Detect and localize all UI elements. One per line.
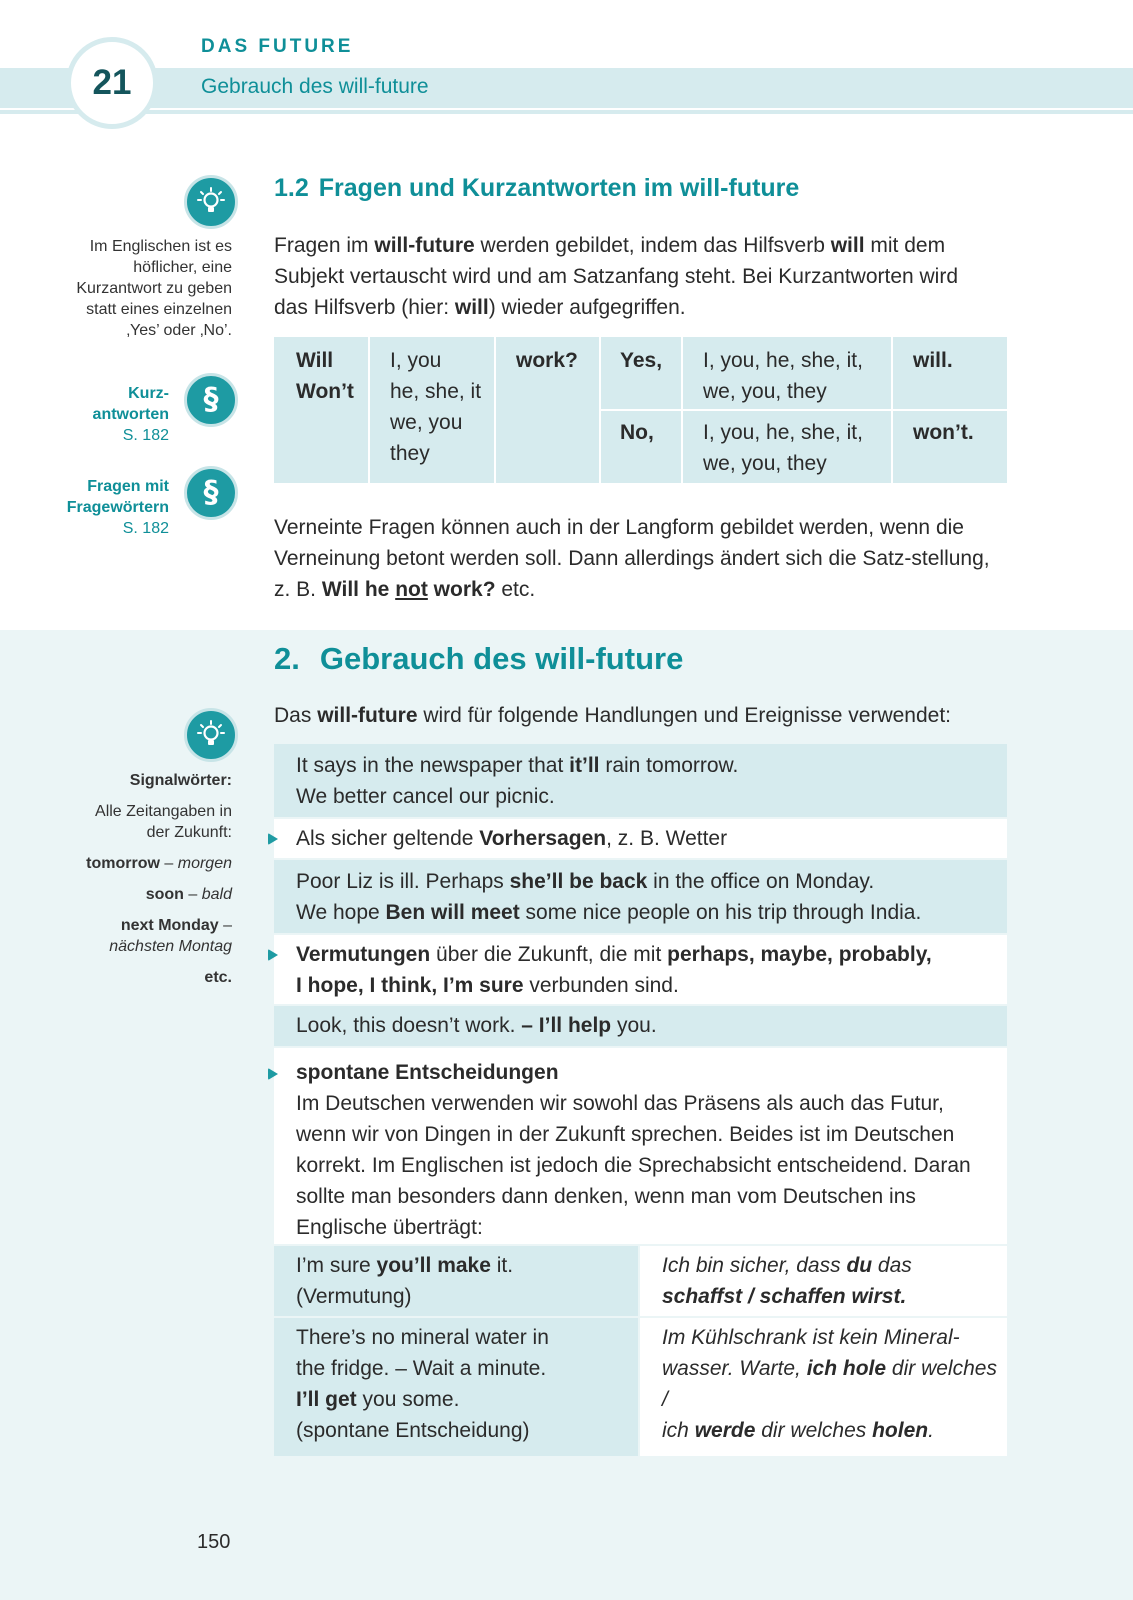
signal-word-de: morgen (177, 855, 232, 872)
usage-predictions (274, 819, 1007, 858)
term: Vorhersagen (479, 827, 607, 850)
usage-explanation: Im Deutschen verwenden wir sowohl das Präsens als auch das Futur, wenn wir von Dingen in der Zukunft sprechen. Beides ist im Deutschen korrekt. Im Englischen ist jedoch die Sprechabsicht entscheidend. Daran sollte man besonders dann denken, wenn man vom Deutschen ins Englische überträgt: (296, 1092, 971, 1239)
lightbulb-icon (184, 708, 238, 762)
term: it’ll (569, 754, 600, 777)
text: There’s no mineral water in (296, 1326, 549, 1349)
text: I’m sure (296, 1254, 377, 1277)
yes-subjects (703, 345, 863, 407)
text: (spontane Entscheidung) (296, 1419, 530, 1442)
link-wh-questions-page: S. 182 (122, 520, 169, 537)
usage-spontaneous (274, 1048, 1007, 1244)
link-wh-questions-line1: Fragen mit (87, 478, 169, 495)
text: über die Zukunft, die mit (430, 943, 668, 966)
section-heading-1-2 (274, 174, 799, 203)
tip-note-short-answers: Im Englischen ist es höflicher, eine Kurzantwort zu geben statt eines einzelnen ‚Yes’ oder ‚No’. (76, 238, 232, 339)
header-line (0, 110, 1133, 114)
text: Verneinte Fragen können auch in der Langform gebildet werden, wenn die Verneinung betont werden soll. Dann allerdings ändert sich die Satz-stellung, z. B. (274, 516, 990, 601)
term: Ben will meet (385, 901, 520, 924)
term: will (830, 234, 865, 257)
text: ich (662, 1419, 695, 1442)
text: ) wieder aufgegriffen. (488, 296, 686, 319)
text: in the office on Monday. (647, 870, 875, 893)
text: wird für folgende Handlungen und Ereignisse verwendet: (417, 704, 952, 727)
text: dir welches / (662, 1357, 997, 1411)
divider (599, 409, 1007, 411)
link-short-answers-line1: Kurz- (128, 385, 169, 402)
question-answer-table (274, 337, 1007, 483)
text: some nice people on his trip through India. (519, 901, 922, 924)
divider (368, 337, 370, 483)
section-1-2-intro (274, 230, 994, 323)
header-band (0, 68, 1133, 108)
term: will (454, 296, 489, 319)
text: etc. (495, 578, 536, 601)
text: dir welches (755, 1419, 873, 1442)
chapter-number-badge (66, 37, 158, 129)
paragraph-icon[interactable]: § (184, 373, 238, 427)
text: werden gebildet, indem das Hilfsverb (474, 234, 831, 257)
usage-text (296, 823, 727, 854)
usage-text (296, 1057, 986, 1243)
link-short-answers-line2: antworten (92, 406, 169, 423)
signal-word-de: bald (201, 886, 232, 903)
lightbulb-icon (184, 175, 238, 229)
text: We better cancel our picnic. (296, 785, 555, 808)
no-subjects (703, 417, 863, 479)
negative-questions-paragraph (274, 512, 994, 605)
subject: I, you (390, 349, 442, 372)
text: Als sicher geltende (296, 827, 480, 850)
aux-will: Will (296, 349, 334, 372)
term: work? (427, 578, 496, 601)
example-assumptions (274, 860, 1007, 933)
text: das (872, 1254, 912, 1277)
text: the fridge. – Wait a minute. (296, 1357, 547, 1380)
subject: they (390, 442, 430, 465)
comparison-text (296, 1250, 513, 1312)
usage-assumptions (274, 935, 1007, 1004)
comparison-de-1 (640, 1246, 1007, 1316)
no-cell: No, (620, 421, 654, 444)
verb-cell: work? (516, 349, 578, 372)
aux-wont: Won’t (296, 380, 354, 403)
divider (494, 337, 496, 483)
text: We hope (296, 901, 386, 924)
subject-column (390, 345, 481, 469)
subject: I, you, he, she, it, (703, 349, 863, 372)
example-predictions (274, 744, 1007, 817)
text: mit dem Subjekt vertauscht wird und am Satzanfang steht. Bei Kurzantworten wird das Hilfsverb (hier: (274, 234, 959, 319)
separator: – (159, 855, 178, 872)
text: you some. (356, 1388, 460, 1411)
term: ich hole (806, 1357, 887, 1380)
text: Das (274, 704, 318, 727)
term: holen (872, 1419, 929, 1442)
yes-cell: Yes, (620, 349, 663, 372)
example-text (296, 750, 738, 812)
section-number: 1.2 (274, 174, 309, 202)
term: you’ll make (376, 1254, 491, 1277)
text: Im Kühlschrank ist kein Mineral- (662, 1326, 960, 1349)
term: perhaps, maybe, probably, (667, 943, 932, 966)
signal-words-description: Alle Zeitangaben in der Zukunft: (95, 803, 232, 841)
term: Vermutungen (296, 943, 431, 966)
section-title: Gebrauch des will-future (319, 641, 684, 676)
link-wh-questions-line2: Fragewörtern (66, 499, 169, 516)
text: Poor Liz is ill. Perhaps (296, 870, 510, 893)
link-short-answers-page: S. 182 (122, 427, 169, 444)
text: It says in the newspaper that (296, 754, 570, 777)
chapter-number: 21 (92, 63, 132, 102)
comparison-en-2 (274, 1318, 638, 1456)
text: . (928, 1419, 934, 1442)
comparison-text (296, 1322, 549, 1446)
term: she’ll be back (509, 870, 648, 893)
term: du (846, 1254, 873, 1277)
usage-title: spontane Entscheidungen (296, 1061, 559, 1084)
text: rain tomorrow. (599, 754, 739, 777)
subject: he, she, it (390, 380, 482, 403)
subject: we, you, they (703, 452, 827, 475)
text: you. (611, 1014, 657, 1037)
term: schaffst / schaffen wirst. (662, 1285, 907, 1308)
term: Will he (321, 578, 396, 601)
signal-word-de: nächsten Montag (109, 938, 232, 955)
text: Ich bin sicher, dass (662, 1254, 847, 1277)
section-title: Fragen und Kurzantworten im will-future (318, 174, 800, 202)
term-underlined: not (395, 578, 428, 601)
text: Fragen im (274, 234, 375, 257)
signal-word-en: next Monday (120, 917, 219, 934)
chapter-title: DAS FUTURE (201, 36, 354, 57)
chapter-subtitle: Gebrauch des will-future (201, 75, 429, 98)
text: , z. B. Wetter (606, 827, 728, 850)
link-short-answers[interactable] (93, 383, 169, 446)
term: – I’ll help (521, 1014, 612, 1037)
section-number: 2. (274, 641, 300, 676)
term: werde (694, 1419, 756, 1442)
term: I hope, I think, I’m sure (296, 974, 524, 997)
signal-word-etc: etc. (204, 969, 232, 986)
term: I’ll get (296, 1388, 357, 1411)
section-2-intro (274, 700, 994, 731)
usage-text (296, 939, 932, 1001)
signal-word (109, 915, 232, 957)
term: will-future (317, 704, 418, 727)
text: Look, this doesn’t work. (296, 1014, 522, 1037)
aux-column (296, 345, 354, 407)
example-text (296, 1010, 657, 1041)
signal-word (86, 853, 232, 874)
separator: – (218, 917, 232, 934)
text: verbunden sind. (523, 974, 679, 997)
link-wh-questions[interactable] (67, 476, 169, 539)
example-spontaneous (274, 1006, 1007, 1046)
page-number: 150 (197, 1531, 231, 1553)
subject: we, you (390, 411, 463, 434)
no-aux: won’t. (913, 421, 974, 444)
comparison-en-1 (274, 1246, 638, 1316)
paragraph-icon[interactable]: § (184, 466, 238, 520)
signal-words-title: Signalwörter: (129, 772, 232, 789)
signal-word-en: soon (145, 886, 184, 903)
subject: we, you, they (703, 380, 827, 403)
comparison-de-2 (640, 1318, 1007, 1456)
yes-aux: will. (913, 349, 953, 372)
signal-word (146, 884, 232, 905)
text: wasser. Warte, (662, 1357, 807, 1380)
comparison-text (662, 1322, 1007, 1446)
separator: – (183, 886, 202, 903)
subject: I, you, he, she, it, (703, 421, 863, 444)
text: (Vermutung) (296, 1285, 412, 1308)
term: will-future (374, 234, 475, 257)
section-heading-2 (274, 641, 683, 677)
example-text (296, 866, 921, 928)
signal-word-en: tomorrow (86, 855, 160, 872)
comparison-text (662, 1250, 912, 1312)
comparison-table (274, 1246, 1007, 1456)
text: it. (490, 1254, 514, 1277)
